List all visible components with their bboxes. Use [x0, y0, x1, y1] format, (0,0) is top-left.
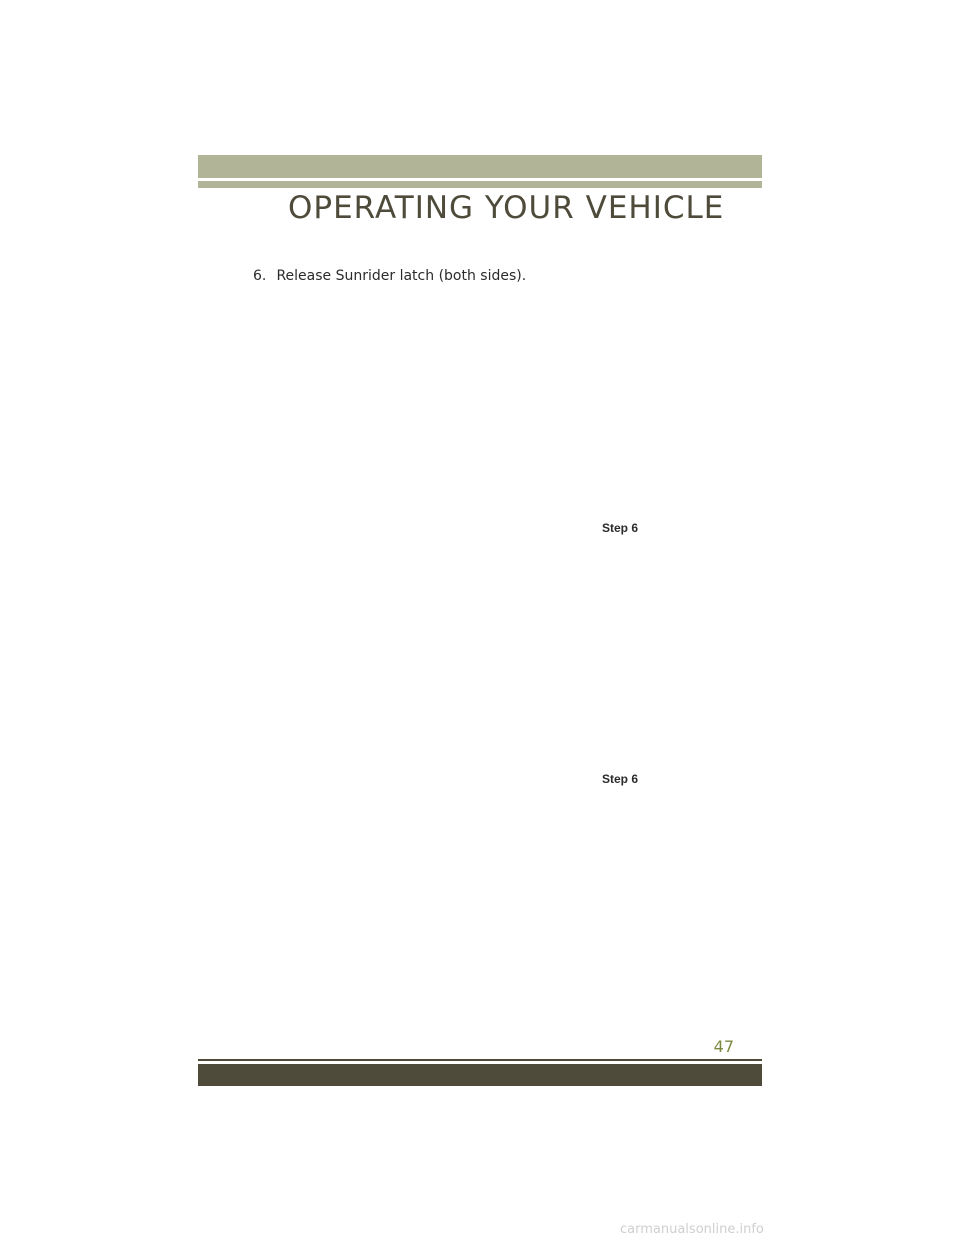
step-instruction-text: Release Sunrider latch (both sides).: [276, 268, 527, 284]
header-accent-stripe: [198, 181, 762, 188]
page-number: 47: [713, 1037, 734, 1056]
step-instruction: [253, 268, 526, 284]
watermark: carmanualsonline.info: [620, 1222, 764, 1237]
footer-bar: [198, 1064, 762, 1086]
figure-caption-1: Step 6: [602, 521, 639, 535]
step-number: 6.: [253, 268, 267, 284]
header-accent-bar: [198, 155, 762, 178]
section-title: OPERATING YOUR VEHICLE: [288, 190, 725, 226]
footer-rule: [198, 1059, 762, 1061]
figure-caption-2: Step 6: [602, 772, 639, 786]
